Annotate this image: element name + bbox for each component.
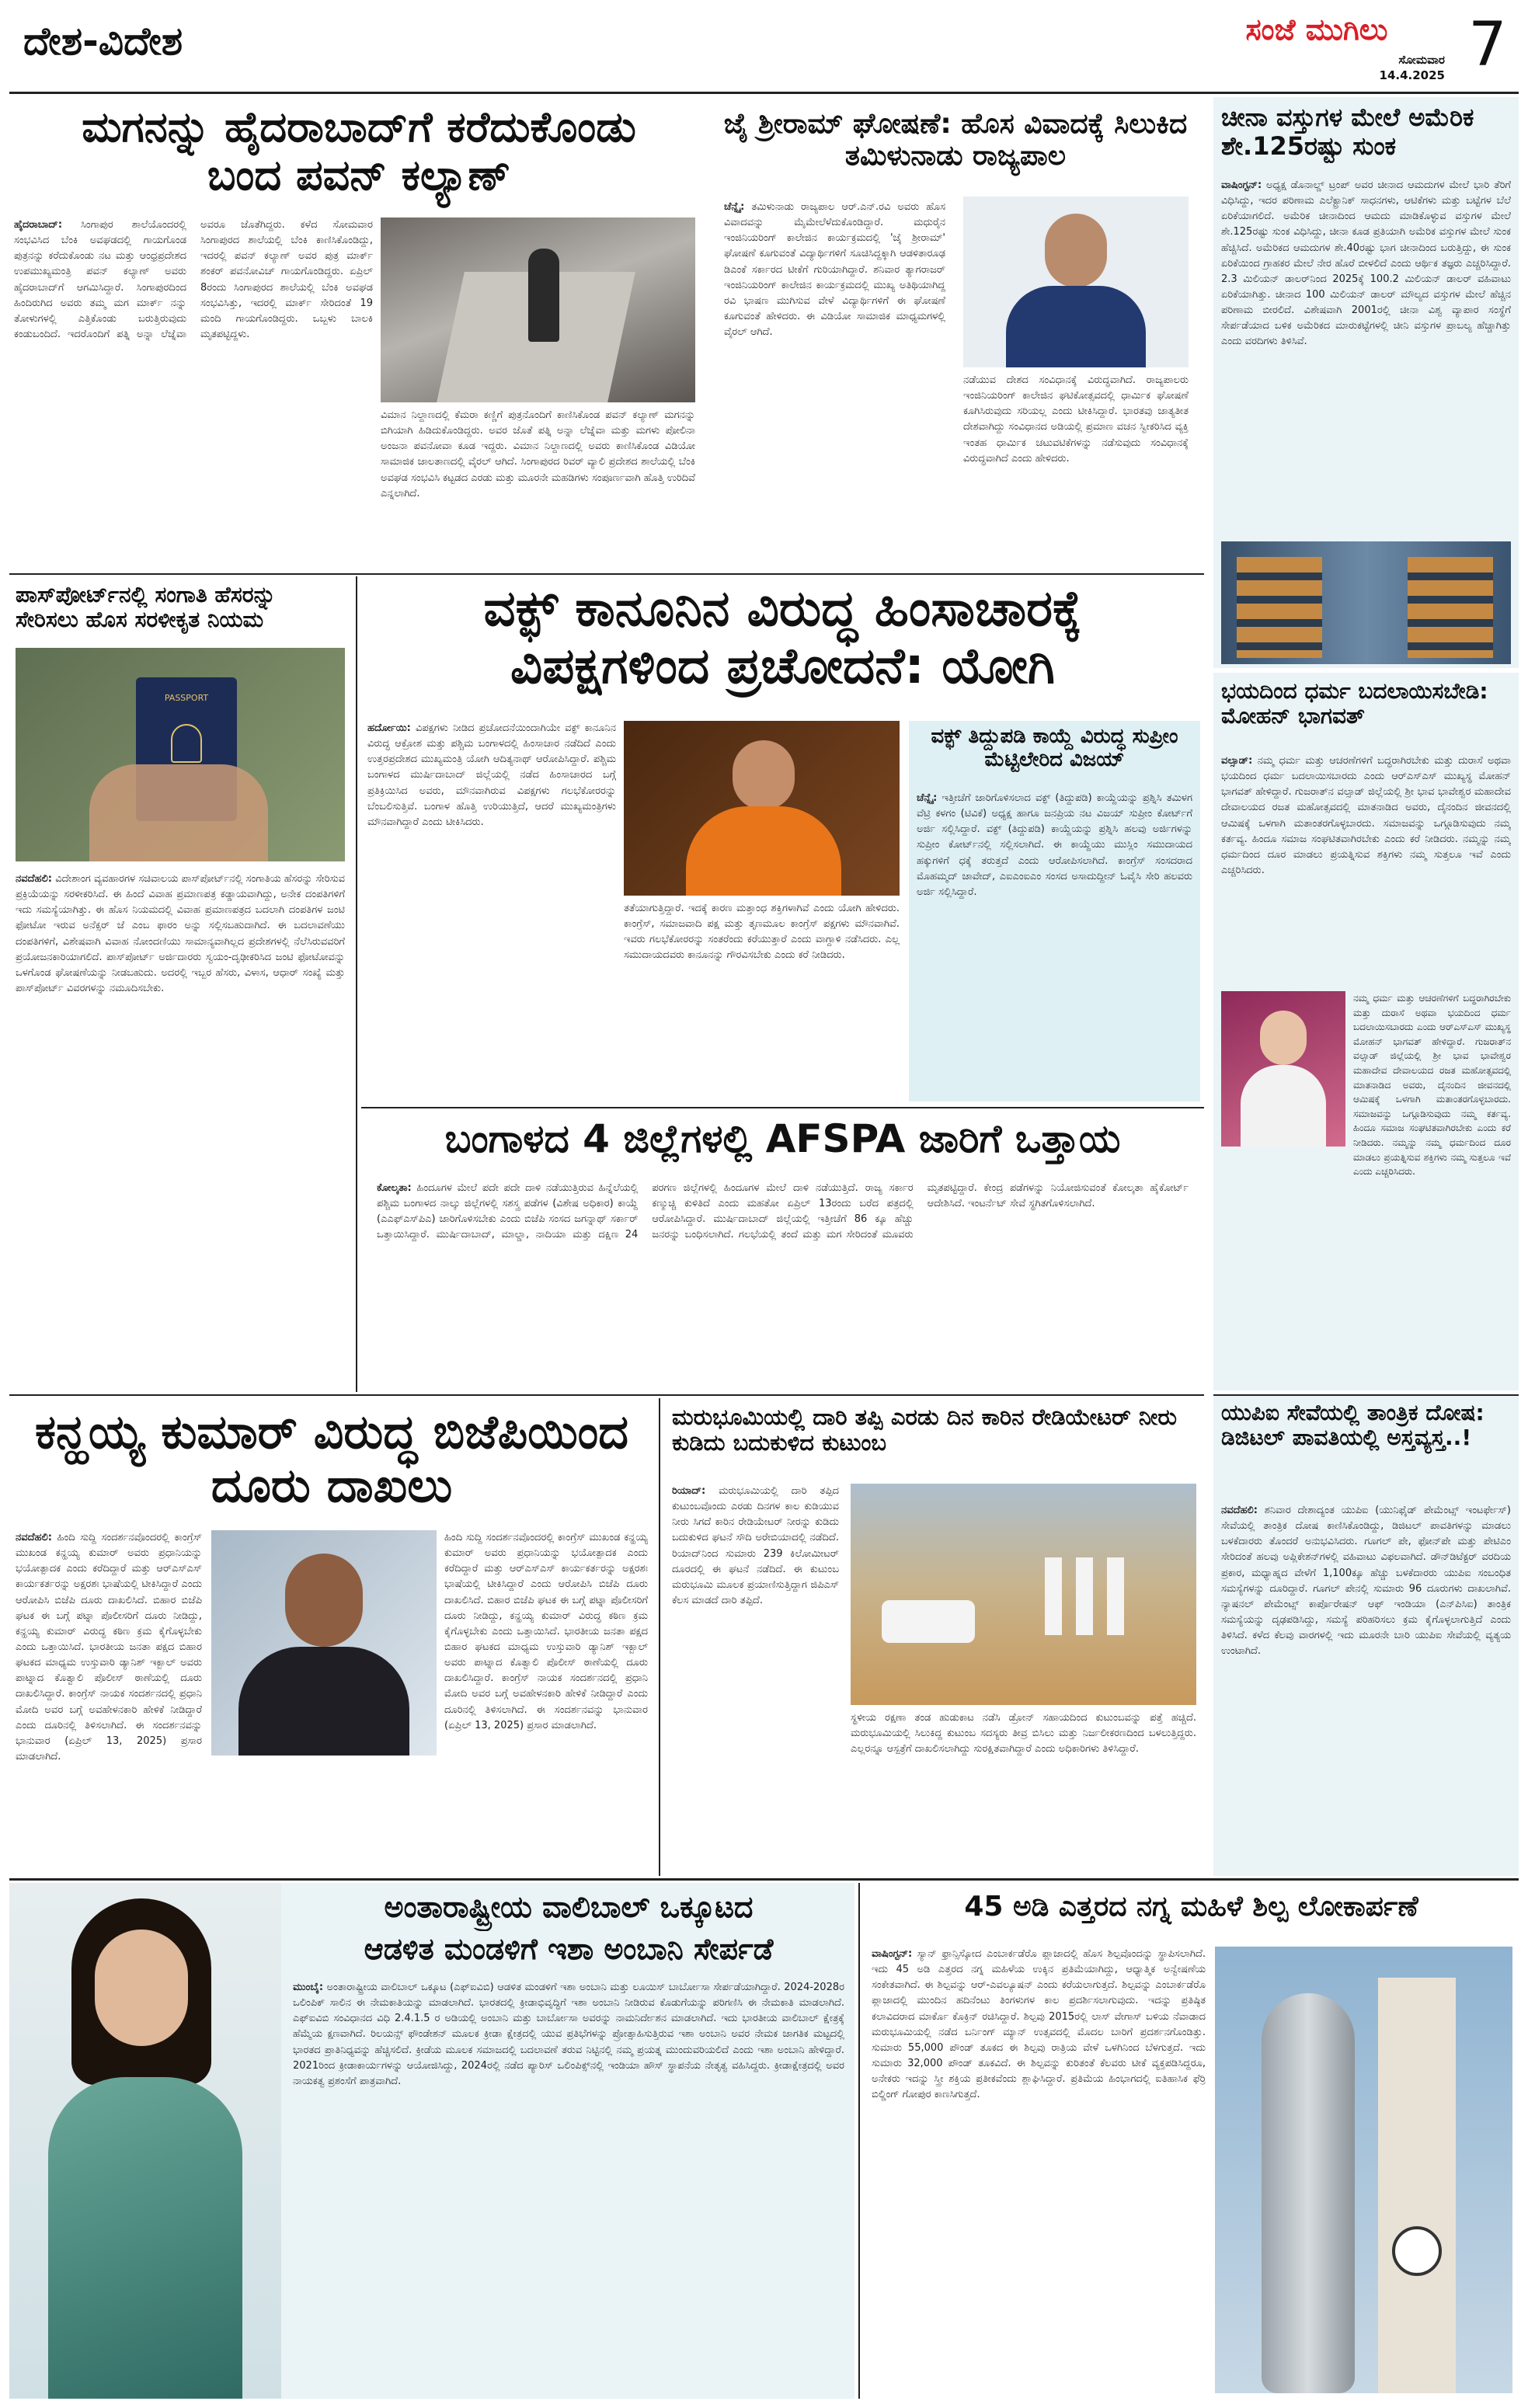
body-text: ಶನಿವಾರ ದೇಶಾದ್ಯಂತ ಯುಪಿಐ (ಯುನಿಫೈಡ್ ಪೇಮೆಂಟ್ಸ್ ಇಂಟರ್ಫೇಸ್) ಸೇವೆಯಲ್ಲಿ ತಾಂತ್ರಿಕ ದೋಷ ಕಾಣಿಸಿಕೊಂಡಿದ್ದು, ಡಿಜಿಟಲ್ ಪಾವತಿಗಳನ್ನು ಮಾಡಲು ಬಳಕೆದಾರರು ತೊಂದರೆ ಅನುಭವಿಸಿದರು. ಗೂಗಲ್ ಪೇ, ಫೋನ್‌ಪೇ ಮತ್ತು ಪೇಟಿಎಂ ಸೇರಿದಂತೆ ಹಲವು ಅಪ್ಲಿಕೇಶನ್‌ಗಳಲ್ಲಿ ವಹಿವಾಟು ವಿಫಲವಾಗಿದೆ. ಡೌನ್‌ಡಿಟೆಕ್ಟರ್ ವರದಿಯ ಪ್ರಕಾರ, ಮಧ್ಯಾಹ್ನದ ವೇಳೆಗೆ 1,100ಕ್ಕೂ ಹೆಚ್ಚು ಬಳಕೆದಾರರು ಯುಪಿಐ ಸಂಬಂಧಿತ ಸಮಸ್ಯೆಗಳನ್ನು ದೂರಿದ್ದಾರೆ. ಗೂಗಲ್ ಪೇನಲ್ಲಿ ಸುಮಾರು 96 ದೂರುಗಳು ದಾಖಲಾಗಿವೆ. ನ್ಯಾಷನಲ್ ಪೇಮೆಂಟ್ಸ್ ಕಾರ್ಪೊರೇಷನ್ ಆಫ್ ಇಂಡಿಯಾ (ಎನ್‌ಪಿಸಿಐ) ತಾಂತ್ರಿಕ ಸಮಸ್ಯೆಯನ್ನು ದೃಢಪಡಿಸಿದ್ದು, ಸಮಸ್ಯೆ ಪರಿಹರಿಸಲು ಕ್ರಮ ಕೈಗೊಳ್ಳಲಾಗುತ್ತಿದೆ ಎಂದು ತಿಳಿಸಿದೆ. ಕಳೆದ ಕೆಲವು ವಾರಗಳಲ್ಲಿ ಇದು ಮೂರನೇ ಬಾರಿ ಯುಪಿಐ ಸೇವೆಯಲ್ಲಿ ವ್ಯತ್ಯಯ ಉಂಟಾಗಿದೆ. xyxy=(1221,1505,1511,1658)
article-bhagwat xyxy=(1213,673,1519,1390)
row-divider-right xyxy=(1213,1394,1519,1396)
person-robe xyxy=(686,806,841,896)
body-text: ಅಂತಾರಾಷ್ಟ್ರೀಯ ವಾಲಿಬಾಲ್ ಒಕ್ಕೂಟ (ಎಫ್‌ಐವಿಬಿ) ಆಡಳಿತ ಮಂಡಳಿಗೆ ಇಶಾ ಅಂಬಾನಿ ಮತ್ತು ಲೂಯಿಸ್ ಬಾರ್ಬೋಸಾ ಸೇರ್ಪಡೆಯಾಗಿದ್ದಾರೆ. 2024-2028ರ ಒಲಿಂಪಿಕ್ ಸಾಲಿನ ಈ ನೇಮಕಾತಿಯನ್ನು ಮಾಡಲಾಗಿದೆ. ಭಾರತದಲ್ಲಿ ಕ್ರೀಡಾಭಿವೃದ್ಧಿಗೆ ಇಶಾ ಅಂಬಾನಿ ನೀಡಿರುವ ಕೊಡುಗೆಯನ್ನು ಪರಿಗಣಿಸಿ ಈ ನೇಮಕಾತಿ ಮಾಡಲಾಗಿದೆ. ಎಫ್‌ಐವಿಬಿ ಸಂವಿಧಾನದ ವಿಧಿ 2.4.1.5 ರ ಅಡಿಯಲ್ಲಿ ಅಂಬಾನಿ ಮತ್ತು ಬಾರ್ಬೋಸಾ ಅವರನ್ನು ನಾಮನಿರ್ದೇಶನ ಮಾಡಲಾಗಿದೆ. ಇದು ಭಾರತೀಯ ವಾಲಿಬಾಲ್ ಕ್ಷೇತ್ರಕ್ಕೆ ಹೆಮ್ಮೆಯ ಕ್ಷಣವಾಗಿದೆ. ರಿಲಯನ್ಸ್ ಫೌಂಡೇಶನ್ ಮೂಲಕ ಕ್ರೀಡಾ ಕ್ಷೇತ್ರದಲ್ಲಿ ಯುವ ಪ್ರತಿಭೆಗಳನ್ನು ಪ್ರೋತ್ಸಾಹಿಸುತ್ತಿರುವ ಇಶಾ ಅಂಬಾನಿ ಅವರ ನೇಮಕ ಜಾಗತಿಕ ಮಟ್ಟದಲ್ಲಿ ಭಾರತದ ಪ್ರಾತಿನಿಧ್ಯವನ್ನು ಹೆಚ್ಚಿಸಲಿದೆ. ಕ್ರೀಡೆಯ ಮೂಲಕ ಸಮಾಜದಲ್ಲಿ ಬದಲಾವಣೆ ತರುವ ನಿಟ್ಟಿನಲ್ಲಿ ನಮ್ಮ ಪ್ರಯತ್ನ ಮುಂದುವರಿಯಲಿದೆ ಎಂದು ಇಶಾ ಅಂಬಾನಿ ಹೇಳಿದ್ದಾರೆ. 2021ರಿಂದ ಕ್ರೀಡಾಕಾರ್ಯಗಳನ್ನು ಆಯೋಜಿಸಿದ್ದು, 2024ರಲ್ಲಿ ನಡೆದ ಪ್ಯಾರಿಸ್ ಒಲಿಂಪಿಕ್ಸ್‌ನಲ್ಲಿ ಇಂಡಿಯಾ ಹೌಸ್ ಸ್ಥಾಪನೆಯ ನೇತೃತ್ವ ವಹಿಸಿದ್ದರು. ಕ್ರೀಡಾಕ್ಷೇತ್ರದಲ್ಲಿ ಅವರ ನಾಯಕತ್ವ ಪ್ರಶಂಸೆಗೆ ಪಾತ್ರವಾಗಿದೆ. xyxy=(293,1982,844,2087)
person-body xyxy=(238,1647,409,1756)
body-continued: ನಮ್ಮ ಧರ್ಮ ಮತ್ತು ಆಚರಣೆಗಳಿಗೆ ಬದ್ಧರಾಗಿರಬೇಕು ಮತ್ತು ದುರಾಸೆ ಅಥವಾ ಭಯದಿಂದ ಧರ್ಮ ಬದಲಾಯಿಸಬಾರದು ಎಂದು ಆರ್‌ಎಸ್‌ಎಸ್ ಮುಖ್ಯಸ್ಥ ಮೋಹನ್ ಭಾಗವತ್ ಹೇಳಿದ್ದಾರೆ. ಗುಜರಾತ್‌ನ ವಲ್ಸಾಡ್ ಜಿಲ್ಲೆಯಲ್ಲಿ ಶ್ರೀ ಭಾವ ಭಾವೇಶ್ವರ ಮಹಾದೇವ ದೇವಾಲಯದ ರಜತ ಮಹೋತ್ಸವದಲ್ಲಿ ಮಾತನಾಡಿದ ಅವರು, ದೈನಂದಿನ ಜೀವನದಲ್ಲಿ ಆಮಿಷಕ್ಕೆ ಒಳಗಾಗಿ ಮತಾಂತರಗೊಳ್ಳಬಾರದು. ಸಮಾಜವನ್ನು ಒಗ್ಗೂಡಿಸುವುದು ನಮ್ಮ ಕರ್ತವ್ಯ. ಹಿಂದೂ ಸಮಾಜ ಸಂಘಟಿತವಾಗಿರಬೇಕು ಎಂದು ಕರೆ ನೀಡಿದರು. ನಮ್ಮನ್ನು ನಮ್ಮ ಧರ್ಮದಿಂದ ದೂರ ಮಾಡಲು ಪ್ರಯತ್ನಿಸುವ ಶಕ್ತಿಗಳು ನಮ್ಮ ಸುತ್ತಲೂ ಇವೆ ಎಂದು ಎಚ್ಚರಿಸಿದರು. xyxy=(1353,993,1511,1178)
dateline: ನವದೆಹಲಿ: xyxy=(16,873,52,885)
masthead-date: 14.4.2025 xyxy=(1379,68,1445,82)
article-body xyxy=(14,217,373,567)
masthead-logo xyxy=(1181,8,1453,85)
article-kanhaiya-kumar xyxy=(9,1398,654,1876)
column-divider-passport xyxy=(356,576,357,1392)
article-body xyxy=(16,1530,202,1872)
article-body xyxy=(917,791,1192,1098)
person-head xyxy=(95,1930,188,2046)
dateline: ವಾಷಿಂಗ್ಟನ್: xyxy=(1221,179,1262,191)
article-body xyxy=(377,1181,1189,1384)
dateline: ಚೆನ್ನೈ: xyxy=(724,201,745,213)
body-text: ವಿದೇಶಾಂಗ ವ್ಯವಹಾರಗಳ ಸಚಿವಾಲಯ ಪಾಸ್‌ಪೋರ್ಟ್‌ನಲ್ಲಿ ಸಂಗಾತಿಯ ಹೆಸರನ್ನು ಸೇರಿಸುವ ಪ್ರಕ್ರಿಯೆಯನ್ನು ಸರಳೀಕರಿಸಿದೆ. ಈ ಹಿಂದೆ ವಿವಾಹ ಪ್ರಮಾಣಪತ್ರ ಕಡ್ಡಾಯವಾಗಿದ್ದು, ಅನೇಕ ದಂಪತಿಗಳಿಗೆ ಇದು ಸಮಸ್ಯೆಯಾಗಿತ್ತು. ಈ ಹೊಸ ನಿಯಮದಲ್ಲಿ ವಿವಾಹ ಪ್ರಮಾಣಪತ್ರದ ಬದಲಾಗಿ ದಂಪತಿಗಳ ಜಂಟಿ ಫೋಟೋ ಇರುವ ಅನೆಕ್ಸರ್ ಜೆ ಎಂಬ ಫಾರಂ ಅನ್ನು ಸಲ್ಲಿಸಬಹುದಾಗಿದೆ. ಈ ಬದಲಾವಣೆಯು ದಂಪತಿಗಳಿಗೆ, ವಿಶೇಷವಾಗಿ ವಿವಾಹ ನೋಂದಣಿಯು ಸಾಮಾನ್ಯವಾಗಿಲ್ಲದ ಪ್ರದೇಶಗಳಲ್ಲಿ ನೆಲೆಸಿರುವವರಿಗೆ ಪ್ರಯೋಜನಕಾರಿಯಾಗಲಿದೆ. ಪಾಸ್‌ಪೋರ್ಟ್ ಅರ್ಜಿದಾರರು ಸ್ವಯಂ-ದೃಢೀಕರಿಸಿದ ಜಂಟಿ ಫೋಟೋವನ್ನು ಒಳಗೊಂಡ ಘೋಷಣೆಯನ್ನು ನೀಡಬಹುದು. ಅದರಲ್ಲಿ ಇಬ್ಬರ ಹೆಸರು, ವಿಳಾಸ, ಆಧಾರ್ ಸಂಖ್ಯೆ ಮತ್ತು ಪಾಸ್‌ಪೋರ್ಟ್ ವಿವರಗಳನ್ನು ನಮೂದಿಸಬೇಕು. xyxy=(16,873,345,994)
body-text: ಅಧ್ಯಕ್ಷ ಡೊನಾಲ್ಡ್ ಟ್ರಂಪ್ ಅವರ ಚೀನಾದ ಆಮದುಗಳ ಮೇಲೆ ಭಾರಿ ತೆರಿಗೆ ವಿಧಿಸಿದ್ದು, ಇದರ ಪರಿಣಾಮ ಎಲೆಕ್ಟ್ರಾನಿಕ್ ಸಾಧನಗಳು, ಆಟಿಕೆಗಳು ಮತ್ತು ಬಟ್ಟೆಗಳ ಬೆಲೆ ಏರಿಕೆಯಾಗಲಿದೆ. ಅಮೆರಿಕ ಚೀನಾದಿಂದ ಆಮದು ಮಾಡಿಕೊಳ್ಳುವ ವಸ್ತುಗಳ ಮೇಲೆ ಶೇ.125ರಷ್ಟು ಸುಂಕ ವಿಧಿಸಿದ್ದು, ಚೀನಾ ಕೂಡ ಪ್ರತಿಯಾಗಿ ಅಮೆರಿಕ ವಸ್ತುಗಳ ಮೇಲೆ ಸುಂಕ ಹೆಚ್ಚಿಸಿದೆ. ಅಮೆರಿಕದ ಆಮದುಗಳ ಶೇ.40ರಷ್ಟು ಭಾಗ ಚೀನಾದಿಂದ ಬರುತ್ತಿದ್ದು, ಈ ಸುಂಕ ಏರಿಕೆಯಿಂದ ಗ್ರಾಹಕರ ಮೇಲೆ ನೇರ ಹೊರೆ ಬೀಳಲಿದೆ ಎಂದು ಆರ್ಥಿಕ ತಜ್ಞರು ಎಚ್ಚರಿಸಿದ್ದಾರೆ. 2.3 ಮಿಲಿಯನ್ ಡಾಲರ್‌ನಿಂದ 2025ಕ್ಕೆ 100.2 ಮಿಲಿಯನ್ ಡಾಲರ್ ವಹಿವಾಟು ಏರಿಕೆಯಾಗಿತ್ತು. ಚೀನಾದ 100 ಮಿಲಿಯನ್ ಡಾಲರ್ ಮೌಲ್ಯದ ವಸ್ತುಗಳ ಮೇಲೆ ಹೆಚ್ಚಿನ ಪರಿಣಾಮ ಬೀರಲಿದೆ. ವಿಶೇಷವಾಗಿ 2001ರಲ್ಲಿ ಚೀನಾ ವಿಶ್ವ ವ್ಯಾಪಾರ ಸಂಸ್ಥೆಗೆ ಸೇರ್ಪಡೆಯಾದ ಬಳಿಕ ಅಮೆರಿಕದ ಮಾರುಕಟ್ಟೆಗಳಲ್ಲಿ ಚೀನಿ ವಸ್ತುಗಳ ಪ್ರಾಬಲ್ಯ ಹೆಚ್ಚಾಗಿತ್ತು ಎಂದು ವರದಿಗಳು ತಿಳಿಸಿವೆ. xyxy=(1221,179,1511,348)
body-continued: ಹಿಂದಿ ಸುದ್ದಿ ಸಂದರ್ಶನವೊಂದರಲ್ಲಿ ಕಾಂಗ್ರೆಸ್ ಮುಖಂಡ ಕನ್ಹಯ್ಯ ಕುಮಾರ್ ಅವರು ಪ್ರಧಾನಿಯನ್ನು ಭಯೋತ್ಪಾದಕ ಎಂದು ಕರೆದಿದ್ದಾರೆ ಮತ್ತು ಆರ್‌ಎಸ್‌ಎಸ್ ಕಾರ್ಯಕರ್ತರನ್ನು ಅಕ್ಷರಶಃ ಭಾಷೆಯಲ್ಲಿ ಟೀಕಿಸಿದ್ದಾರೆ ಎಂದು ಆರೋಪಿಸಿ ಬಿಜೆಪಿ ದೂರು ದಾಖಲಿಸಿದೆ. ಬಿಹಾರ ಬಿಜೆಪಿ ಘಟಕ ಈ ಬಗ್ಗೆ ಪಟ್ನಾ ಪೊಲೀಸರಿಗೆ ದೂರು ನೀಡಿದ್ದು, ಕನ್ಹಯ್ಯ ಕುಮಾರ್ ವಿರುದ್ಧ ಕಠಿಣ ಕ್ರಮ ಕೈಗೊಳ್ಳಬೇಕು ಎಂದು ಒತ್ತಾಯಿಸಿದೆ. ಭಾರತೀಯ ಜನತಾ ಪಕ್ಷದ ಬಿಹಾರ ಘಟಕದ ಮಾಧ್ಯಮ ಉಸ್ತುವಾರಿ ಡ್ಯಾನಿಶ್ ಇಕ್ಬಾಲ್ ಅವರು ಪಾಟ್ನಾದ ಕೊತ್ವಾಲಿ ಪೊಲೀಸ್ ಠಾಣೆಯಲ್ಲಿ ದೂರು ದಾಖಲಿಸಿದ್ದಾರೆ. ಕಾಂಗ್ರೆಸ್ ನಾಯಕ ಸಂದರ್ಶನದಲ್ಲಿ ಪ್ರಧಾನಿ ಮೋದಿ ಅವರ ಬಗ್ಗೆ ಅವಹೇಳನಕಾರಿ ಹೇಳಿಕೆ ನೀಡಿದ್ದಾರೆ ಎಂದು ದೂರಿನಲ್ಲಿ ತಿಳಿಸಲಾಗಿದೆ. ಈ ಸಂದರ್ಶನವನ್ನು ಭಾನುವಾರ (ಏಪ್ರಿಲ್ 13, 2025) ಪ್ರಸಾರ ಮಾಡಲಾಗಿದೆ. xyxy=(444,1532,648,1731)
body-text: ಇತ್ತೀಚೆಗೆ ಜಾರಿಗೊಳಿಸಲಾದ ವಕ್ಫ್ (ತಿದ್ದುಪಡಿ) ಕಾಯ್ದೆಯನ್ನು ಪ್ರಶ್ನಿಸಿ ತಮಿಳಗ ವೆಟ್ರಿ ಕಳಗಂ (ಟಿವಿಕೆ) ಅಧ್ಯಕ್ಷ ಹಾಗೂ ಜನಪ್ರಿಯ ನಟ ವಿಜಯ್ ಸುಪ್ರೀಂ ಕೋರ್ಟ್‌ಗೆ ಅರ್ಜಿ ಸಲ್ಲಿಸಿದ್ದಾರೆ. ವಕ್ಫ್ (ತಿದ್ದುಪಡಿ) ಕಾಯ್ದೆಯನ್ನು ಪ್ರಶ್ನಿಸಿ ಹಲವು ಅರ್ಜಿಗಳನ್ನು ಸುಪ್ರೀಂ ಕೋರ್ಟ್‌ನಲ್ಲಿ ಸಲ್ಲಿಸಲಾಗಿದೆ. ಈ ಕಾಯ್ದೆಯು ಮುಸ್ಲಿಂ ಸಮುದಾಯದ ಹಕ್ಕುಗಳಿಗೆ ಧಕ್ಕೆ ತರುತ್ತದೆ ಎಂದು ಆರೋಪಿಸಲಾಗಿದೆ. ಕಾಂಗ್ರೆಸ್ ಸಂಸದರಾದ ಮೊಹಮ್ಮದ್ ಜಾವೇದ್, ಎಐಎಂಐಎಂ ಸಂಸದ ಅಸಾದುದ್ದೀನ್ ಓವೈಸಿ ಸೇರಿ ಹಲವರು ಅರ್ಜಿ ಸಲ್ಲಿಸಿದ್ದಾರೆ. xyxy=(917,792,1192,898)
article-tn-governor xyxy=(707,97,1204,571)
emblem-icon xyxy=(171,724,202,763)
article-body xyxy=(672,1484,839,1872)
headline: ಕನ್ಹಯ್ಯ ಕುಮಾರ್ ವಿರುದ್ಧ ಬಿಜೆಪಿಯಿಂದ ದೂರು ದಾಖಲು xyxy=(34,1406,629,1513)
article-body xyxy=(1221,178,1511,537)
photo-passport xyxy=(16,648,345,861)
shelf-2 xyxy=(1408,557,1493,658)
row-divider-4 xyxy=(9,1878,1519,1881)
article-vijay-supreme xyxy=(909,721,1200,1101)
headline: ಜೈ ಶ್ರೀರಾಮ್ ಘೋಷಣೆ: ಹೊಸ ವಿವಾದಕ್ಕೆ ಸಿಲುಕಿದ ತಮಿಳುನಾಡು ರಾಜ್ಯಪಾಲ xyxy=(723,108,1188,172)
page-header xyxy=(0,0,1528,92)
body-text: ಹಿಂದಿ ಸುದ್ದಿ ಸಂದರ್ಶನವೊಂದರಲ್ಲಿ ಕಾಂಗ್ರೆಸ್ ಮುಖಂಡ ಕನ್ಹಯ್ಯ ಕುಮಾರ್ ಅವರು ಪ್ರಧಾನಿಯನ್ನು ಭಯೋತ್ಪಾದಕ ಎಂದು ಕರೆದಿದ್ದಾರೆ ಮತ್ತು ಆರ್‌ಎಸ್‌ಎಸ್ ಕಾರ್ಯಕರ್ತರನ್ನು ಅಕ್ಷರಶಃ ಭಾಷೆಯಲ್ಲಿ ಟೀಕಿಸಿದ್ದಾರೆ ಎಂದು ಆರೋಪಿಸಿ ಬಿಜೆಪಿ ದೂರು ದಾಖಲಿಸಿದೆ. ಬಿಹಾರ ಬಿಜೆಪಿ ಘಟಕ ಈ ಬಗ್ಗೆ ಪಟ್ನಾ ಪೊಲೀಸರಿಗೆ ದೂರು ನೀಡಿದ್ದು, ಕನ್ಹಯ್ಯ ಕುಮಾರ್ ವಿರುದ್ಧ ಕಠಿಣ ಕ್ರಮ ಕೈಗೊಳ್ಳಬೇಕು ಎಂದು ಒತ್ತಾಯಿಸಿದೆ. ಭಾರತೀಯ ಜನತಾ ಪಕ್ಷದ ಬಿಹಾರ ಘಟಕದ ಮಾಧ್ಯಮ ಉಸ್ತುವಾರಿ ಡ್ಯಾನಿಶ್ ಇಕ್ಬಾಲ್ ಅವರು ಪಾಟ್ನಾದ ಕೊತ್ವಾಲಿ ಪೊಲೀಸ್ ಠಾಣೆಯಲ್ಲಿ ದೂರು ದಾಖಲಿಸಿದ್ದಾರೆ. ಕಾಂಗ್ರೆಸ್ ನಾಯಕ ಸಂದರ್ಶನದಲ್ಲಿ ಪ್ರಧಾನಿ ಮೋದಿ ಅವರ ಬಗ್ಗೆ ಅವಹೇಳನಕಾರಿ ಹೇಳಿಕೆ ನೀಡಿದ್ದಾರೆ ಎಂದು ದೂರಿನಲ್ಲಿ ತಿಳಿಸಲಾಗಿದೆ. ಈ ಸಂದರ್ಶನವನ್ನು ಭಾನುವಾರ (ಏಪ್ರಿಲ್ 13, 2025) ಪ್ರಸಾರ ಮಾಡಲಾಗಿದೆ. xyxy=(16,1532,202,1763)
dateline: ಕೋಲ್ಕತಾ: xyxy=(377,1182,412,1194)
body-text: ತಮಿಳುನಾಡು ರಾಜ್ಯಪಾಲ ಆರ್.ಎನ್.ರವಿ ಅವರು ಹೊಸ ವಿವಾದವನ್ನು ಮೈಮೇಲೆಳೆದುಕೊಂಡಿದ್ದಾರೆ. ಮಧುರೈನ ಇಂಜಿನಿಯರಿಂಗ್ ಕಾಲೇಜಿನ ಕಾರ್ಯಕ್ರಮದಲ್ಲಿ 'ಜೈ ಶ್ರೀರಾಮ್' ಘೋಷಣೆ ಕೂಗುವಂತೆ ವಿದ್ಯಾರ್ಥಿಗಳಿಗೆ ಸೂಚಿಸಿದ್ದಕ್ಕಾಗಿ ಆಡಳಿತಾರೂಢ ಡಿಎಂಕೆ ಸರ್ಕಾರದ ಟೀಕೆಗೆ ಗುರಿಯಾಗಿದ್ದಾರೆ. ಶನಿವಾರ ತ್ಯಾಗರಾಜರ್ ಇಂಜಿನಿಯರಿಂಗ್ ಕಾಲೇಜಿನ ಕಾರ್ಯಕ್ರಮದಲ್ಲಿ ಮುಖ್ಯ ಅತಿಥಿಯಾಗಿದ್ದ ರವಿ ಭಾಷಣ ಮುಗಿಸುವ ವೇಳೆ ವಿದ್ಯಾರ್ಥಿಗಳಿಗೆ ಈ ಘೋಷಣೆ ಕೂಗುವಂತೆ ಹೇಳಿದರು. ಈ ವಿಡಿಯೋ ಸಾಮಾಜಿಕ ಮಾಧ್ಯಮಗಳಲ್ಲಿ ವೈರಲ್ ಆಗಿದೆ. xyxy=(724,201,945,339)
article-statue xyxy=(864,1883,1519,2399)
photo-desert xyxy=(851,1484,1196,1705)
article-body xyxy=(872,1947,1206,2393)
article-us-tariff xyxy=(1213,97,1519,668)
header-divider xyxy=(9,92,1519,94)
headline: ಮಗನನ್ನು ಹೈದರಾಬಾದ್‌ಗೆ ಕರೆದುಕೊಂಡು ಬಂದ ಪವನ್ ಕಲ್ಯಾಣ್ xyxy=(82,103,636,200)
headline: ಪಾಸ್‌ಪೋರ್ಟ್‌ನಲ್ಲಿ ಸಂಗಾತಿ ಹೆಸರನ್ನು ಸೇರಿಸಲು ಹೊಸ ಸರಳೀಕೃತ ನಿಯಮ xyxy=(16,583,276,633)
photo-isha xyxy=(9,1883,281,2399)
article-upi-outage xyxy=(1213,1394,1519,1876)
dateline: ಹೈದರಾಬಾದ್: xyxy=(14,219,63,231)
column-divider-bottom xyxy=(858,1883,860,2399)
headline: ಯುಪಿಐ ಸೇವೆಯಲ್ಲಿ ತಾಂತ್ರಿಕ ದೋಷ: ಡಿಜಿಟಲ್ ಪಾವತಿಯಲ್ಲಿ ಅಸ್ತವ್ಯಸ್ತ..! xyxy=(1221,1401,1484,1451)
passport-label: PASSPORT xyxy=(164,693,209,703)
person-head xyxy=(285,1554,363,1647)
person-head xyxy=(1045,214,1107,287)
article-body-2: ನಡೆಯುವ ದೇಶದ ಸಂವಿಧಾನಕ್ಕೆ ವಿರುದ್ಧವಾಗಿದೆ. ರಾಜ್ಯಪಾಲರು ಇಂಜಿನಿಯರಿಂಗ್ ಕಾಲೇಜಿನ ಘಟಿಕೋತ್ಸವದಲ್ಲಿ ಧಾರ್ಮಿಕ ಘೋಷಣೆ ಕೂಗಿಸಿರುವುದು ಸರಿಯಲ್ಲ ಎಂದು ಟೀಕಿಸಿದ್ದಾರೆ. ಭಾರತವು ಜಾತ್ಯತೀತ ದೇಶವಾಗಿದ್ದು ಸಂವಿಧಾನದ ಅಡಿಯಲ್ಲಿ ಪ್ರಮಾಣ ವಚನ ಸ್ವೀಕರಿಸಿದ ವ್ಯಕ್ತಿ ಇಂತಹ ಧಾರ್ಮಿಕ ಚಟುವಟಿಕೆಗಳನ್ನು ನಡೆಸುವುದು ಸಂವಿಧಾನಕ್ಕೆ ವಿರುದ್ಧವಾಗಿದೆ ಎಂದು ಹೇಳಿದರು. xyxy=(963,374,1189,465)
article-body xyxy=(293,1980,844,2393)
article-isha-ambani xyxy=(9,1883,854,2399)
headline-line-1: ಅಂತಾರಾಷ್ಟ್ರೀಯ ವಾಲಿಬಾಲ್ ಒಕ್ಕೂಟದ xyxy=(384,1891,754,1924)
article-passport-rule xyxy=(9,576,351,1392)
article-pawan-kalyan xyxy=(9,97,701,571)
dateline: ವಾಷಿಂಗ್ಟನ್: xyxy=(872,1948,913,1960)
headline: ವಕ್ಫ್ ತಿದ್ದುಪಡಿ ಕಾಯ್ದೆ ವಿರುದ್ಧ ಸುಪ್ರೀಂ ಮೆಟ್ಟಿಲೇರಿದ ವಿಜಯ್ xyxy=(931,726,1178,771)
article-body-2: ತತೆಯಾಗುತ್ತಿದ್ದಾರೆ. ಇದಕ್ಕೆ ಕಾರಣ ಮತ್ತಾಂಧ ಶಕ್ತಿಗಳಾಗಿವೆ ಎಂದು ಯೋಗಿ ಹೇಳಿದರು. ಕಾಂಗ್ರೆಸ್, ಸಮಾಜವಾದಿ ಪಕ್ಷ ಮತ್ತು ತೃಣಮೂಲ ಕಾಂಗ್ರೆಸ್ ಪಕ್ಷಗಳು ಮೌನವಾಗಿವೆ. ಇವರು ಗಲಭೆಕೋರರನ್ನು ಸಂತರೆಂದು ಕರೆಯುತ್ತಾರೆ ಎಂದು ವಾಗ್ದಾಳಿ ನಡೆಸಿದರು. ಎಲ್ಲ ಸಮುದಾಯದವರು ಕಾನೂನನ್ನು ಗೌರವಿಸಬೇಕು ಎಂದು ಕರೆ ನೀಡಿದರು. xyxy=(624,903,900,962)
body-text: ವಿಪಕ್ಷಗಳು ನೀಡಿದ ಪ್ರಚೋದನೆಯಿಂದಾಗಿಯೇ ವಕ್ಫ್ ಕಾನೂನಿನ ವಿರುದ್ಧ ಆಕ್ರೋಶ ಮತ್ತು ಪಶ್ಚಿಮ ಬಂಗಾಳದಲ್ಲಿ ಹಿಂಸಾಚಾರ ನಡೆದಿದೆ ಎಂದು ಉತ್ತರಪ್ರದೇಶದ ಮುಖ್ಯಮಂತ್ರಿ ಯೋಗಿ ಆದಿತ್ಯನಾಥ್ ಆರೋಪಿಸಿದ್ದಾರೆ. ಪಶ್ಚಿಮ ಬಂಗಾಳದ ಮುರ್ಷಿದಾಬಾದ್ ಜಿಲ್ಲೆಯಲ್ಲಿ ನಡೆದ ಹಿಂಸಾಚಾರದ ಬಗ್ಗೆ ಪ್ರತಿಕ್ರಿಯಿಸಿದ ಅವರು, ಮೌನವಾಗಿರುವ ವಿಪಕ್ಷಗಳು ಗಲಭೆಕೋರರನ್ನು ಬೆಂಬಲಿಸುತ್ತಿವೆ. ಬಂಗಾಳ ಹೊತ್ತಿ ಉರಿಯುತ್ತಿದೆ, ಆದರೆ ಮುಖ್ಯಮಂತ್ರಿಗಳು ಮೌನವಾಗಿದ್ದಾರೆ ಎಂದು ಟೀಕಿಸಿದರು. xyxy=(367,722,616,828)
statue-figure xyxy=(1262,1993,1355,2393)
article-body xyxy=(367,721,616,942)
photo-airport xyxy=(381,217,695,402)
tower-shape xyxy=(1378,1978,1456,2393)
article-body-2 xyxy=(444,1530,648,1872)
dateline: ನವದೆಹಲಿ: xyxy=(1221,1505,1258,1516)
headline: ವಕ್ಫ್ ಕಾನೂನಿನ ವಿರುದ್ಧ ಹಿಂಸಾಚಾರಕ್ಕೆ ವಿಪಕ್ಷಗಳಿಂದ ಪ್ರಚೋದನೆ: ಯೋಗಿ xyxy=(483,581,1082,695)
headline-line-2: ಆಡಳಿತ ಮಂಡಳಿಗೆ ಇಶಾ ಅಂಬಾನಿ ಸೇರ್ಪಡೆ xyxy=(364,1933,774,1966)
article-body xyxy=(1221,1503,1511,1872)
headline: ಮರುಭೂಮಿಯಲ್ಲಿ ದಾರಿ ತಪ್ಪಿ ಎರಡು ದಿನ ಕಾರಿನ ರೇಡಿಯೇಟರ್ ನೀರು ಕುಡಿದು ಬದುಕುಳಿದ ಕುಟುಂಬ xyxy=(672,1404,1177,1456)
dateline: ವಲ್ಸಾಡ್: xyxy=(1221,755,1253,767)
person-shape xyxy=(528,249,559,342)
dateline: ರಿಯಾದ್: xyxy=(672,1485,706,1497)
article-body xyxy=(724,200,945,565)
photo-kanhaiya xyxy=(211,1530,437,1756)
headline: ಭಯದಿಂದ ಧರ್ಮ ಬದಲಾಯಿಸಬೇಡಿ: ಮೋಹನ್ ಭಾಗವತ್ xyxy=(1221,679,1488,729)
photo-bhagwat xyxy=(1221,991,1345,1147)
dateline: ಚೆನ್ನೈ: xyxy=(917,792,938,804)
person-body xyxy=(1241,1065,1326,1147)
dateline: ಮುಂಬೈ: xyxy=(293,1982,324,1993)
masthead-day: ಸೋಮವಾರ xyxy=(1398,53,1445,67)
article-afspa-bengal xyxy=(361,1109,1204,1390)
row-divider-1 xyxy=(9,573,1204,575)
photo-warehouse xyxy=(1221,541,1511,664)
clock-icon xyxy=(1392,2226,1442,2276)
headline: ಚೀನಾ ವಸ್ತುಗಳ ಮೇಲೆ ಅಮೆರಿಕ ಶೇ.125ರಷ್ಟು ಸುಂಕ xyxy=(1221,103,1474,161)
person-head xyxy=(1260,1011,1307,1065)
article-desert-family xyxy=(664,1398,1204,1876)
shelf-1 xyxy=(1237,557,1322,658)
person-group xyxy=(1045,1557,1138,1635)
body-text: ಮರುಭೂಮಿಯಲ್ಲಿ ದಾರಿ ತಪ್ಪಿದ ಕುಟುಂಬವೊಂದು ಎರಡು ದಿನಗಳ ಕಾಲ ಕುಡಿಯುವ ನೀರು ಸಿಗದೆ ಕಾರಿನ ರೇಡಿಯೇಟರ್ ನೀರನ್ನು ಕುಡಿದು ಬದುಕುಳಿದ ಘಟನೆ ಸೌದಿ ಅರೇಬಿಯಾದಲ್ಲಿ ನಡೆದಿದೆ. ರಿಯಾದ್‌ನಿಂದ ಸುಮಾರು 239 ಕಿಲೋಮೀಟರ್ ದೂರದಲ್ಲಿ ಈ ಘಟನೆ ನಡೆದಿದೆ. ಈ ಕುಟುಂಬ ಮರುಭೂಮಿ ಮೂಲಕ ಪ್ರಯಾಣಿಸುತ್ತಿದ್ದಾಗ ಜಿಪಿಎಸ್ ಕೆಲಸ ಮಾಡದೆ ದಾರಿ ತಪ್ಪಿದೆ. xyxy=(672,1485,839,1606)
row-divider-3 xyxy=(9,1394,1204,1396)
headline: ಬಂಗಾಳದ 4 ಜಿಲ್ಲೆಗಳಲ್ಲಿ AFSPA ಜಾರಿಗೆ ಒತ್ತಾಯ xyxy=(444,1117,1121,1161)
body-text: ಸಿಂಗಾಪುರ ಶಾಲೆಯೊಂದರಲ್ಲಿ ಸಂಭವಿಸಿದ ಬೆಂಕಿ ಅವಘಡದಲ್ಲಿ ಗಾಯಗೊಂಡ ಪುತ್ರನನ್ನು ಕರೆದುಕೊಂಡು ನಟ ಮತ್ತು ಆಂಧ್ರಪ್ರದೇಶದ ಉಪಮುಖ್ಯಮಂತ್ರಿ ಪವನ್ ಕಲ್ಯಾಣ್ ಅವರು ಹೈದರಾಬಾದ್‌ಗೆ ಆಗಮಿಸಿದ್ದಾರೆ. ಸಿಂಗಾಪುರದಿಂದ ಹಿಂದಿರುಗಿದ ಅವರು ತಮ್ಮ ಮಗ ಮಾರ್ಕ್ ನನ್ನು ತೋಳುಗಳಲ್ಲಿ ಎತ್ತಿಕೊಂಡು ಬರುತ್ತಿರುವುದು ಕಂಡುಬಂದಿದೆ. ಇದರೊಂದಿಗೆ ಪತ್ನಿ ಅನ್ನಾ ಲೆಜ್ನೆವಾ ಅವರೂ ಜೊತೆಗಿದ್ದರು. ಕಳೆದ ಸೋಮವಾರ ಸಿಂಗಾಪುರದ ಶಾಲೆಯಲ್ಲಿ ಬೆಂಕಿ ಕಾಣಿಸಿಕೊಂಡಿದ್ದು, ಇದರಲ್ಲಿ ಪವನ್ ಕಲ್ಯಾಣ್ ಅವರ ಪುತ್ರ ಮಾರ್ಕ್ ಶಂಕರ್ ಪವನೋವಿಚ್ ಗಾಯಗೊಂಡಿದ್ದರು. ಏಪ್ರಿಲ್ 8ರಂದು ಸಿಂಗಾಪುರದ ಶಾಲೆಯಲ್ಲಿ ಬೆಂಕಿ ಅವಘಡ ಸಂಭವಿಸಿತ್ತು, ಇದರಲ್ಲಿ ಮಾರ್ಕ್ ಸೇರಿದಂತೆ 19 ಮಂದಿ ಗಾಯಗೊಂಡಿದ್ದರು. ಒಬ್ಬಳು ಬಾಲಕಿ ಮೃತಪಟ್ಟಿದ್ದಳು. xyxy=(14,219,373,340)
dress-shape xyxy=(48,2077,242,2399)
hand-shape xyxy=(89,764,268,861)
article-body-2: ವಿಮಾನ ನಿಲ್ದಾಣದಲ್ಲಿ ಕೆಮರಾ ಕಣ್ಣಿಗೆ ಪುತ್ರನೊಂದಿಗೆ ಕಾಣಿಸಿಕೊಂಡ ಪವನ್ ಕಲ್ಯಾಣ್ ಮಗನನ್ನು ಬಿಗಿಯಾಗಿ ಹಿಡಿದುಕೊಂಡಿದ್ದರು. ಅವರ ಜೊತೆ ಪತ್ನಿ ಅನ್ನಾ ಲೆಜ್ನೆವಾ ಮತ್ತು ಮಗಳು ಪೋಲಿನಾ ಅಂಜನಾ ಪವನೋವಾ ಕೂಡ ಇದ್ದರು. ವಿಮಾನ ನಿಲ್ದಾಣದಲ್ಲಿ ಅವರು ಕಾಣಿಸಿಕೊಂಡ ವಿಡಿಯೋ ಸಾಮಾಜಿಕ ಜಾಲತಾಣದಲ್ಲಿ ವೈರಲ್ ಆಗಿದೆ. ಸಿಂಗಾಪುರದ ರಿವರ್ ವ್ಯಾಲಿ ಪ್ರದೇಶದ ಶಾಲೆಯಲ್ಲಿ ಬೆಂಕಿ ಅವಘಡ ಸಂಭವಿಸಿ ಕಟ್ಟಡದ ಎರಡು ಮತ್ತು ಮೂರನೇ ಮಹಡಿಗಳು ಸಂಪೂರ್ಣವಾಗಿ ಹೊತ್ತಿ ಉರಿದಿವೆ ಎನ್ನಲಾಗಿದೆ. xyxy=(381,409,695,499)
photo-yogi xyxy=(624,721,900,896)
photo-governor xyxy=(963,197,1189,367)
dateline: ಹರ್ದೋಯಿ: xyxy=(367,722,411,734)
row-divider-2 xyxy=(361,1107,1204,1108)
article-yogi-waqf xyxy=(361,576,1204,1105)
headline: 45 ಅಡಿ ಎತ್ತರದ ನಗ್ನ ಮಹಿಳೆ ಶಿಲ್ಪ ಲೋಕಾರ್ಪಣೆ xyxy=(964,1891,1418,1923)
person-head xyxy=(733,740,795,810)
page-number: 7 xyxy=(1468,10,1507,80)
person-body xyxy=(1006,286,1146,367)
section-title: ದೇಶ-ವಿದೇಶ xyxy=(23,19,183,64)
column-divider-desert xyxy=(659,1398,660,1876)
article-body xyxy=(1221,753,1511,987)
article-body-2: ಸ್ಥಳೀಯ ರಕ್ಷಣಾ ತಂಡ ಹುಡುಕಾಟ ನಡೆಸಿ ಡ್ರೋನ್ ಸಹಾಯದಿಂದ ಕುಟುಂಬವನ್ನು ಪತ್ತೆ ಹಚ್ಚಿದೆ. ಮರುಭೂಮಿಯಲ್ಲಿ ಸಿಲುಕಿದ್ದ ಕುಟುಂಬ ಸದಸ್ಯರು ತೀವ್ರ ಬಿಸಿಲು ಮತ್ತು ನಿರ್ಜಲೀಕರಣದಿಂದ ಬಳಲುತ್ತಿದ್ದರು. ಎಲ್ಲರನ್ನೂ ಆಸ್ಪತ್ರೆಗೆ ದಾಖಲಿಸಲಾಗಿದ್ದು ಸುರಕ್ಷಿತವಾಗಿದ್ದಾರೆ ಎಂದು ಅಧಿಕಾರಿಗಳು ತಿಳಿಸಿದ್ದಾರೆ. xyxy=(851,1712,1196,1756)
body-text: ನಮ್ಮ ಧರ್ಮ ಮತ್ತು ಆಚರಣೆಗಳಿಗೆ ಬದ್ಧರಾಗಿರಬೇಕು ಮತ್ತು ದುರಾಸೆ ಅಥವಾ ಭಯದಿಂದ ಧರ್ಮ ಬದಲಾಯಿಸಬಾರದು ಎಂದು ಆರ್‌ಎಸ್‌ಎಸ್ ಮುಖ್ಯಸ್ಥ ಮೋಹನ್ ಭಾಗವತ್ ಹೇಳಿದ್ದಾರೆ. ಗುಜರಾತ್‌ನ ವಲ್ಸಾಡ್ ಜಿಲ್ಲೆಯಲ್ಲಿ ಶ್ರೀ ಭಾವ ಭಾವೇಶ್ವರ ಮಹಾದೇವ ದೇವಾಲಯದ ರಜತ ಮಹೋತ್ಸವದಲ್ಲಿ ಮಾತನಾಡಿದ ಅವರು, ದೈನಂದಿನ ಜೀವನದಲ್ಲಿ ಆಮಿಷಕ್ಕೆ ಒಳಗಾಗಿ ಮತಾಂತರಗೊಳ್ಳಬಾರದು. ಸಮಾಜವನ್ನು ಒಗ್ಗೂಡಿಸುವುದು ನಮ್ಮ ಕರ್ತವ್ಯ. ಹಿಂದೂ ಸಮಾಜ ಸಂಘಟಿತವಾಗಿರಬೇಕು ಎಂದು ಕರೆ ನೀಡಿದರು. ನಮ್ಮನ್ನು ನಮ್ಮ ಧರ್ಮದಿಂದ ದೂರ ಮಾಡಲು ಪ್ರಯತ್ನಿಸುವ ಶಕ್ತಿಗಳು ನಮ್ಮ ಸುತ್ತಲೂ ಇವೆ ಎಂದು ಎಚ್ಚರಿಸಿದರು. xyxy=(1221,755,1511,876)
brand-name: ಸಂಜೆ ಮುಗಿಲು xyxy=(1245,12,1388,47)
dateline: ನವದೆಹಲಿ: xyxy=(16,1532,52,1543)
body-text: ಹಿಂದೂಗಳ ಮೇಲೆ ಪದೇ ಪದೇ ದಾಳಿ ನಡೆಯುತ್ತಿರುವ ಹಿನ್ನೆಲೆಯಲ್ಲಿ ಪಶ್ಚಿಮ ಬಂಗಾಳದ ನಾಲ್ಕು ಜಿಲ್ಲೆಗಳಲ್ಲಿ ಸಶಸ್ತ್ರ ಪಡೆಗಳ (ವಿಶೇಷ ಅಧಿಕಾರ) ಕಾಯ್ದೆ (ಎಎಫ್‌ಎಸ್‌ಪಿಎ) ಜಾರಿಗೊಳಿಸಬೇಕು ಎಂದು ಬಿಜೆಪಿ ಸಂಸದ ಜಗನ್ನಾಥ್ ಸರ್ಕಾರ್ ಒತ್ತಾಯಿಸಿದ್ದಾರೆ. ಮುರ್ಷಿದಾಬಾದ್, ಮಾಲ್ಡಾ, ನಾದಿಯಾ ಮತ್ತು ದಕ್ಷಿಣ 24 ಪರಗಣ ಜಿಲ್ಲೆಗಳಲ್ಲಿ ಹಿಂದೂಗಳ ಮೇಲೆ ದಾಳಿ ನಡೆಯುತ್ತಿದೆ. ರಾಜ್ಯ ಸರ್ಕಾರ ಕಣ್ಮುಚ್ಚಿ ಕುಳಿತಿದೆ ಎಂದು ಮಹತೋ ಏಪ್ರಿಲ್ 13ರಂದು ಬರೆದ ಪತ್ರದಲ್ಲಿ ಆರೋಪಿಸಿದ್ದಾರೆ. ಮುರ್ಷಿದಾಬಾದ್ ಜಿಲ್ಲೆಯಲ್ಲಿ ಇತ್ತೀಚೆಗೆ 86 ಕ್ಕೂ ಹೆಚ್ಚು ಜನರನ್ನು ಬಂಧಿಸಲಾಗಿದೆ. ಗಲಭೆಯಲ್ಲಿ ತಂದೆ ಮತ್ತು ಮಗ ಸೇರಿದಂತೆ ಮೂವರು ಮೃತಪಟ್ಟಿದ್ದಾರೆ. ಕೇಂದ್ರ ಪಡೆಗಳನ್ನು ನಿಯೋಜಿಸುವಂತೆ ಕೋಲ್ಕತಾ ಹೈಕೋರ್ಟ್ ಆದೇಶಿಸಿದೆ. ಇಂಟರ್ನೆಟ್ ಸೇವೆ ಸ್ಥಗಿತಗೊಳಿಸಲಾಗಿದೆ. xyxy=(377,1182,1189,1241)
car-shape xyxy=(882,1600,975,1643)
article-body xyxy=(16,872,345,1384)
photo-statue xyxy=(1215,1947,1512,2393)
article-body-cont xyxy=(1353,991,1511,1383)
body-text: ಸ್ಯಾನ್ ಫ್ರಾನ್ಸಿಸ್ಕೋದ ಎಂಬಾರ್ಕಡೆರೊ ಪ್ಲಾಜಾದಲ್ಲಿ ಹೊಸ ಶಿಲ್ಪವೊಂದನ್ನು ಸ್ಥಾಪಿಸಲಾಗಿದೆ. ಇದು 45 ಅಡಿ ಎತ್ತರದ ನಗ್ನ ಮಹಿಳೆಯ ಉಕ್ಕಿನ ಪ್ರತಿಮೆಯಾಗಿದ್ದು, ಆಧ್ಯಾತ್ಮಿಕ ಅನ್ವೇಷಣೆಯ ಸಂಕೇತವಾಗಿದೆ. ಈ ಶಿಲ್ಪವನ್ನು ಆರ್-ಎವಲ್ಯೂಷನ್ ಎಂದು ಕರೆಯಲಾಗುತ್ತದೆ. ಶಿಲ್ಪವನ್ನು ಎಂಬಾರ್ಕಡೆರೊ ಪ್ಲಾಜಾದಲ್ಲಿ ಮುಂದಿನ ಹದಿನೆಂಟು ತಿಂಗಳುಗಳ ಕಾಲ ಪ್ರದರ್ಶಿಸಲಾಗುವುದು. ಇದನ್ನು ಪ್ರತಿಷ್ಠಿತ ಕಲಾವಿದರಾದ ಮಾರ್ಕೊ ಕೊಕ್ರಿನ್ ರಚಿಸಿದ್ದಾರೆ. ಶಿಲ್ಪವು 2015ರಲ್ಲಿ ಲಾಸ್ ವೇಗಾಸ್ ಬಳಿಯ ನೆವಾಡಾದ ಮರುಭೂಮಿಯಲ್ಲಿ ನಡೆದ ಬರ್ನಿಂಗ್ ಮ್ಯಾನ್ ಉತ್ಸವದಲ್ಲಿ ಮೊದಲ ಬಾರಿಗೆ ಪ್ರದರ್ಶನಗೊಂಡಿತ್ತು. ಸುಮಾರು 55,000 ಪೌಂಡ್ ತೂಕದ ಈ ಶಿಲ್ಪವು ರಾತ್ರಿಯ ವೇಳೆ ಒಳಗಿನಿಂದ ಬೆಳಗುತ್ತದೆ. ಇದು ಸುಮಾರು 32,000 ಪೌಂಡ್ ತೂಕವಿದೆ. ಈ ಶಿಲ್ಪವನ್ನು ಕುರಿತಂತೆ ಕೆಲವರು ಟೀಕೆ ವ್ಯಕ್ತಪಡಿಸಿದ್ದರೂ, ಅನೇಕರು ಇದನ್ನು ಸ್ತ್ರೀ ಶಕ್ತಿಯ ಪ್ರತೀಕವೆಂದು ಶ್ಲಾಘಿಸಿದ್ದಾರೆ. ಪ್ರತಿಮೆಯ ಹಿಂಭಾಗದಲ್ಲಿ ಐತಿಹಾಸಿಕ ಫೆರ್ರಿ ಬಿಲ್ಡಿಂಗ್ ಗೋಪುರ ಕಾಣಸಿಗುತ್ತದೆ. xyxy=(872,1948,1206,2101)
